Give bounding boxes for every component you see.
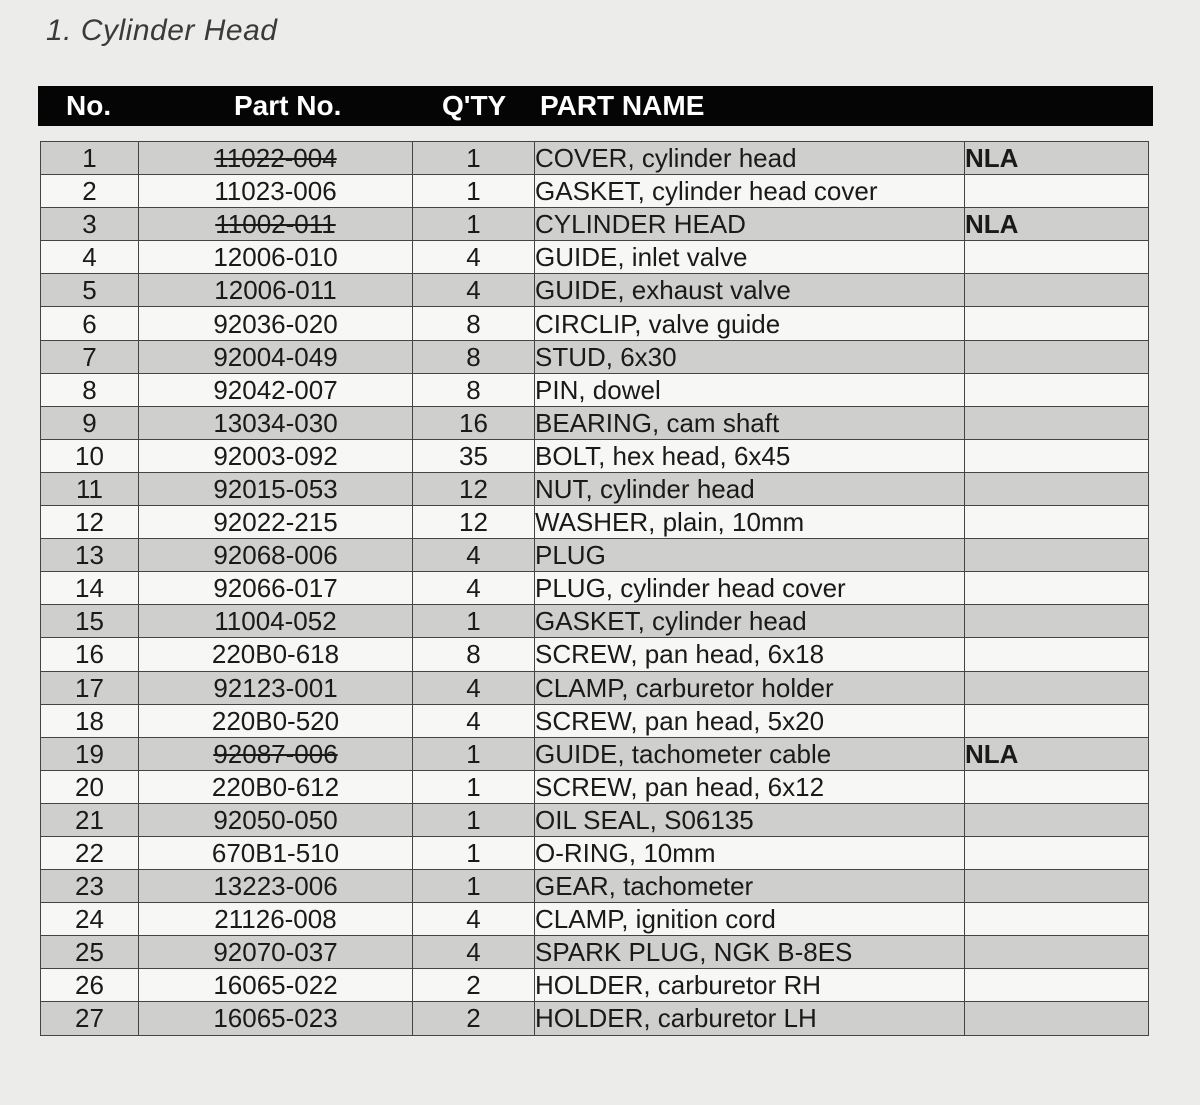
table-row xyxy=(41,836,1149,869)
table-row xyxy=(41,175,1149,208)
part-number: 92050-050 xyxy=(213,804,338,835)
part-number: 92022-215 xyxy=(213,507,338,538)
part-name: CLAMP, ignition cord xyxy=(535,904,776,935)
part-number: 16065-022 xyxy=(213,970,338,1001)
availability-note: NLA xyxy=(965,143,1019,174)
table-row xyxy=(41,572,1149,605)
table-row xyxy=(41,936,1149,969)
part-name: HOLDER, carburetor LH xyxy=(535,1003,817,1034)
quantity: 8 xyxy=(466,639,481,670)
quantity: 12 xyxy=(459,473,488,504)
quantity: 1 xyxy=(466,143,481,174)
table-row xyxy=(41,539,1149,572)
header-part-name: PART NAME xyxy=(540,90,705,121)
row-number: 5 xyxy=(82,275,97,306)
row-number: 23 xyxy=(75,871,104,902)
quantity: 8 xyxy=(466,341,481,372)
part-number: 670B1-510 xyxy=(211,838,340,869)
part-number: 92004-049 xyxy=(213,341,338,372)
part-number: 12006-011 xyxy=(214,275,337,306)
row-number: 26 xyxy=(75,970,104,1001)
row-number: 16 xyxy=(75,639,104,670)
row-number: 12 xyxy=(75,507,104,538)
quantity: 4 xyxy=(466,705,481,736)
quantity: 4 xyxy=(466,904,481,935)
part-name: GUIDE, tachometer cable xyxy=(535,738,832,769)
table-row xyxy=(41,274,1149,307)
part-name: BOLT, hex head, 6x45 xyxy=(535,440,791,471)
quantity: 1 xyxy=(466,871,481,902)
table-row xyxy=(41,737,1149,770)
row-number: 18 xyxy=(75,705,104,736)
part-name: CLAMP, carburetor holder xyxy=(535,672,834,703)
part-number: 13223-006 xyxy=(213,871,338,902)
quantity: 4 xyxy=(466,573,481,604)
quantity: 4 xyxy=(466,540,481,571)
header-qty: Q'TY xyxy=(442,90,507,121)
row-number: 19 xyxy=(75,738,104,769)
part-name: GASKET, cylinder head xyxy=(535,606,807,637)
part-number: 92042-007 xyxy=(213,374,338,405)
table-row xyxy=(41,208,1149,241)
row-number: 3 xyxy=(82,209,97,240)
row-number: 4 xyxy=(82,242,97,273)
parts-table-body xyxy=(41,142,1149,1036)
quantity: 2 xyxy=(466,970,481,1001)
quantity: 16 xyxy=(459,407,488,438)
row-number: 15 xyxy=(75,606,104,637)
quantity: 4 xyxy=(466,672,481,703)
quantity: 2 xyxy=(466,1003,481,1034)
part-number: 92036-020 xyxy=(213,308,338,339)
part-name: GASKET, cylinder head cover xyxy=(535,176,878,207)
availability-note: NLA xyxy=(965,209,1019,240)
quantity: 8 xyxy=(466,308,481,339)
table-row xyxy=(41,1002,1149,1035)
page-title: 1. Cylinder Head xyxy=(46,14,278,47)
part-number: 11022-004 xyxy=(214,143,337,174)
row-number: 22 xyxy=(75,838,104,869)
part-name: OIL SEAL, S06135 xyxy=(535,804,754,835)
row-number: 6 xyxy=(82,308,97,339)
table-row xyxy=(41,969,1149,1002)
part-number: 92003-092 xyxy=(213,440,338,471)
part-number: 16065-023 xyxy=(213,1003,338,1034)
table-row xyxy=(41,373,1149,406)
table-header xyxy=(38,86,1153,126)
quantity: 1 xyxy=(466,209,481,240)
table-row xyxy=(41,803,1149,836)
quantity: 1 xyxy=(466,176,481,207)
quantity: 4 xyxy=(466,242,481,273)
table-row xyxy=(41,241,1149,274)
part-name: SPARK PLUG, NGK B-8ES xyxy=(535,937,853,968)
part-number: 220B0-612 xyxy=(211,771,340,802)
header-part-no: Part No. xyxy=(234,90,342,121)
quantity: 1 xyxy=(466,838,481,869)
quantity: 1 xyxy=(466,606,481,637)
part-number: 220B0-618 xyxy=(211,639,340,670)
quantity: 8 xyxy=(466,374,481,405)
row-number: 20 xyxy=(75,771,104,802)
quantity: 1 xyxy=(466,738,481,769)
part-number: 92066-017 xyxy=(213,573,338,604)
row-number: 10 xyxy=(75,440,104,471)
row-number: 9 xyxy=(82,407,97,438)
part-name: GUIDE, inlet valve xyxy=(535,242,748,273)
part-name: PLUG, cylinder head cover xyxy=(535,573,846,604)
part-name: O-RING, 10mm xyxy=(535,838,716,869)
part-number: 220B0-520 xyxy=(211,705,340,736)
quantity: 4 xyxy=(466,275,481,306)
row-number: 14 xyxy=(75,573,104,604)
table-row xyxy=(41,605,1149,638)
part-number: 21126-008 xyxy=(214,904,337,935)
part-number: 11023-006 xyxy=(214,176,337,207)
table-row xyxy=(41,671,1149,704)
quantity: 1 xyxy=(466,804,481,835)
part-name: GUIDE, exhaust valve xyxy=(535,275,791,306)
row-number: 7 xyxy=(82,341,97,372)
part-name: CIRCLIP, valve guide xyxy=(535,308,781,339)
table-row xyxy=(41,142,1149,175)
quantity: 1 xyxy=(466,771,481,802)
table-row xyxy=(41,870,1149,903)
part-name: GEAR, tachometer xyxy=(535,871,754,902)
part-number: 92087-006 xyxy=(213,738,338,769)
row-number: 11 xyxy=(76,473,103,504)
part-name: SCREW, pan head, 6x12 xyxy=(535,771,825,802)
table-row xyxy=(41,903,1149,936)
quantity: 4 xyxy=(466,937,481,968)
part-name: HOLDER, carburetor RH xyxy=(535,970,822,1001)
table-row xyxy=(41,704,1149,737)
part-name: BEARING, cam shaft xyxy=(535,407,780,438)
row-number: 1 xyxy=(82,143,97,174)
availability-note: NLA xyxy=(965,738,1019,769)
row-number: 17 xyxy=(75,672,104,703)
part-number: 12006-010 xyxy=(213,242,338,273)
part-name: PLUG xyxy=(535,540,606,571)
row-number: 27 xyxy=(75,1003,104,1034)
part-name: PIN, dowel xyxy=(535,374,661,405)
part-name: SCREW, pan head, 6x18 xyxy=(535,639,825,670)
part-name: COVER, cylinder head xyxy=(535,143,797,174)
row-number: 13 xyxy=(75,540,104,571)
row-number: 25 xyxy=(75,937,104,968)
row-number: 24 xyxy=(75,904,104,935)
part-name: WASHER, plain, 10mm xyxy=(535,507,805,538)
part-number: 13034-030 xyxy=(213,407,338,438)
part-number: 92070-037 xyxy=(213,937,338,968)
part-name: SCREW, pan head, 5x20 xyxy=(535,705,825,736)
table-row xyxy=(41,307,1149,340)
part-number: 11002-011 xyxy=(215,209,336,240)
part-number: 92123-001 xyxy=(213,672,338,703)
part-number: 11004-052 xyxy=(214,606,337,637)
quantity: 12 xyxy=(459,507,488,538)
header-no: No. xyxy=(66,90,112,121)
row-number: 2 xyxy=(82,176,97,207)
table-row xyxy=(41,506,1149,539)
row-number: 8 xyxy=(82,374,97,405)
parts-table xyxy=(40,141,1149,1036)
table-row xyxy=(41,439,1149,472)
part-name: STUD, 6x30 xyxy=(535,341,677,372)
table-row xyxy=(41,638,1149,671)
part-name: CYLINDER HEAD xyxy=(535,209,746,240)
table-row xyxy=(41,472,1149,505)
table-row xyxy=(41,340,1149,373)
part-number: 92015-053 xyxy=(213,473,338,504)
part-name: NUT, cylinder head xyxy=(535,473,755,504)
table-row xyxy=(41,406,1149,439)
table-row xyxy=(41,770,1149,803)
part-number: 92068-006 xyxy=(213,540,338,571)
quantity: 35 xyxy=(459,440,488,471)
row-number: 21 xyxy=(75,804,104,835)
